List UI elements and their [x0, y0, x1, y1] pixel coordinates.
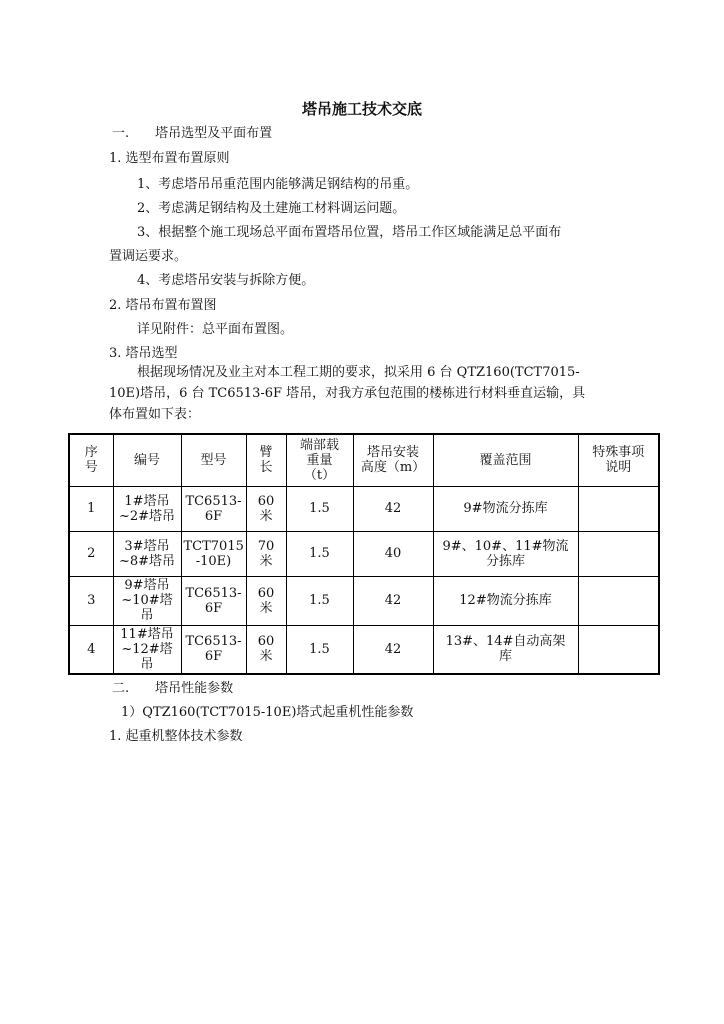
header-code: 编号 [113, 434, 181, 486]
table-row [69, 531, 659, 576]
cell-model: TC6513- 6F [181, 625, 246, 674]
cell-seq: 4 [69, 625, 113, 674]
cell-code: 3#塔吊 ~8#塔吊 [113, 531, 181, 576]
principle-3-line-1: 3、根据整个施工现场总平面布置塔吊位置，塔吊工作区域能满足总平面布 [137, 225, 562, 240]
cell-install-height: 42 [353, 576, 433, 625]
header-coverage: 覆盖范围 [433, 434, 578, 486]
principle-1: 1、考虑塔吊吊重范围内能够满足钢结构的吊重。 [137, 177, 419, 192]
cell-code: 1#塔吊 ~2#塔吊 [113, 486, 181, 531]
tower-crane-table [68, 433, 660, 675]
table-row [69, 625, 659, 674]
cell-code: 11#塔吊 ~12#塔 吊 [113, 625, 181, 674]
cell-coverage: 9#物流分拣库 [433, 486, 578, 531]
header-seq: 序 号 [69, 434, 113, 486]
subsection-1-1-heading: 1. 选型布置布置原则 [109, 151, 230, 166]
cell-notes [578, 576, 659, 625]
selection-paragraph-line-3: 体布置如下表： [109, 407, 201, 422]
layout-reference: 详见附件：总平面布置图。 [137, 322, 294, 337]
section-2-heading: 二. 塔吊性能参数 [112, 681, 234, 696]
header-notes: 特殊事项 说明 [578, 434, 659, 486]
principle-4: 4、考虑塔吊安装与拆除方便。 [137, 273, 315, 288]
cell-notes [578, 486, 659, 531]
header-model: 型号 [181, 434, 246, 486]
document-title: 塔吊施工技术交底 [301, 100, 422, 118]
cell-tip-load: 1.5 [286, 486, 353, 531]
principle-3-line-2: 置调运要求。 [109, 249, 188, 264]
header-install-height: 塔吊安装 高度（m） [353, 434, 433, 486]
cell-notes [578, 531, 659, 576]
cell-arm-length: 60 米 [246, 486, 286, 531]
subsection-2-1-heading: 1）QTZ160(TCT7015-10E)塔式起重机性能参数 [121, 705, 414, 720]
cell-coverage: 13#、14#自动高架 库 [433, 625, 578, 674]
cell-model: TCT7015 -10E) [181, 531, 246, 576]
cell-code: 9#塔吊 ~10#塔 吊 [113, 576, 181, 625]
subsection-1-3-heading: 3. 塔吊选型 [109, 346, 178, 361]
table-header-row [69, 434, 659, 486]
subsection-1-2-heading: 2. 塔吊布置布置图 [109, 298, 217, 313]
cell-seq: 2 [69, 531, 113, 576]
cell-coverage: 9#、10#、11#物流 分拣库 [433, 531, 578, 576]
cell-model: TC6513- 6F [181, 486, 246, 531]
cell-model: TC6513- 6F [181, 576, 246, 625]
subsection-2-2-heading: 1. 起重机整体技术参数 [109, 729, 243, 744]
cell-install-height: 42 [353, 625, 433, 674]
cell-tip-load: 1.5 [286, 576, 353, 625]
principle-2: 2、考虑满足钢结构及土建施工材料调运问题。 [137, 201, 406, 216]
table-row [69, 576, 659, 625]
cell-tip-load: 1.5 [286, 625, 353, 674]
cell-coverage: 12#物流分拣库 [433, 576, 578, 625]
cell-arm-length: 60 米 [246, 625, 286, 674]
header-arm-length: 臂 长 [246, 434, 286, 486]
section-1-heading: 一. 塔吊选型及平面布置 [112, 126, 273, 141]
cell-seq: 1 [69, 486, 113, 531]
cell-install-height: 40 [353, 531, 433, 576]
cell-arm-length: 60 米 [246, 576, 286, 625]
cell-notes [578, 625, 659, 674]
cell-arm-length: 70 米 [246, 531, 286, 576]
cell-seq: 3 [69, 576, 113, 625]
cell-install-height: 42 [353, 486, 433, 531]
selection-paragraph-line-1: 根据现场情况及业主对本工程工期的要求，拟采用 6 台 QTZ160(TCT7015- [137, 365, 580, 380]
cell-tip-load: 1.5 [286, 531, 353, 576]
table-row [69, 486, 659, 531]
selection-paragraph-line-2: 10E)塔吊，6 台 TC6513-6F 塔吊，对我方承包范围的楼栋进行材料垂直运输，具 [109, 386, 586, 401]
header-tip-load: 端部载 重量 （t） [286, 434, 353, 486]
